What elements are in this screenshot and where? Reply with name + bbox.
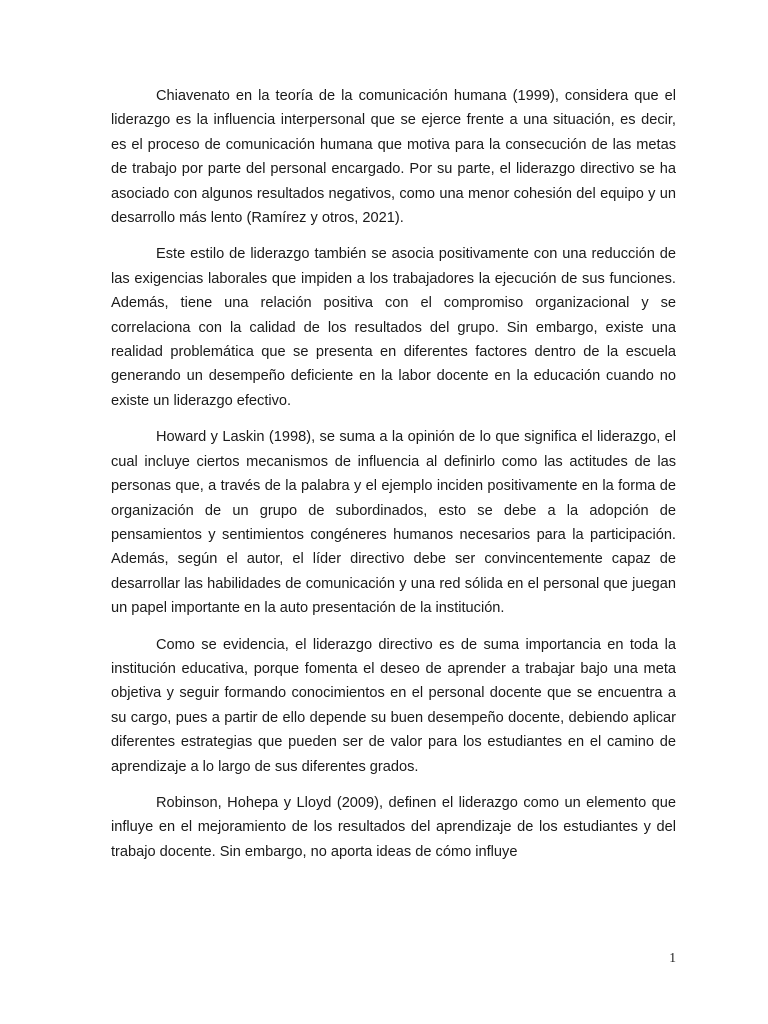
page-number: 1 bbox=[669, 950, 676, 965]
paragraph-5: Robinson, Hohepa y Lloyd (2009), definen el liderazgo como un elemento que influye en el mejoramiento de los resultados del aprendizaje de los estudiantes y del trabajo docente. Sin embargo, no aporta ideas de cómo influye bbox=[111, 794, 676, 860]
paragraph-1: Chiavenato en la teoría de la comunicación humana (1999), considera que el liderazgo es la influencia interpersonal que se ejerce frente a una situación, es decir, es el proceso de comunicación humana que motiva para la consecución de las metas de trabajo por parte del personal encargado. Por su parte, el liderazgo directivo se ha asociado con algunos resultados negativos, como una menor cohesión del equipo y un desarrollo más lento (Ramírez y otros, 2021). bbox=[111, 88, 676, 227]
paragraph-2: Este estilo de liderazgo también se asocia positivamente con una reducción de las exigencias laborales que impiden a los trabajadores la ejecución de sus funciones. Además, tiene una relación positiva con el compromiso organizacional y se correlaciona con la calidad de los resultados del grupo. Sin embargo, existe una realidad problemática que se presenta en diferentes factores dentro de la escuela generando un desempeño deficiente en la labor docente en la educación cuando no existe un liderazgo efectivo. bbox=[111, 246, 676, 409]
paragraph-3: Howard y Laskin (1998), se suma a la opinión de lo que significa el liderazgo, el cual incluye ciertos mecanismos de influencia al definirlo como las actitudes de las personas que, a través de la palabra y el ejemplo inciden positivamente en la forma de organización de un grupo de subordinados, esto se debe a la adopción de pensamientos y sentimientos congéneres humanos necesarios para la participación. Además, según el autor, el líder directivo debe ser convincentemente capaz de desarrollar las habilidades de comunicación y una red sólida en el personal que juegan un papel importante en la auto presentación de la institución. bbox=[111, 429, 676, 617]
document-body bbox=[111, 84, 676, 876]
paragraph-4: Como se evidencia, el liderazgo directivo es de suma importancia en toda la institución educativa, porque fomenta el deseo de aprender a trabajar bajo una meta objetiva y seguir formando conocimientos en el personal docente que se encuentra a su cargo, pues a partir de ello depende su buen desempeño docente, debiendo aplicar diferentes estrategias que pueden ser de valor para los estudiantes en el camino de aprendizaje a lo largo de sus diferentes grados. bbox=[111, 636, 676, 775]
